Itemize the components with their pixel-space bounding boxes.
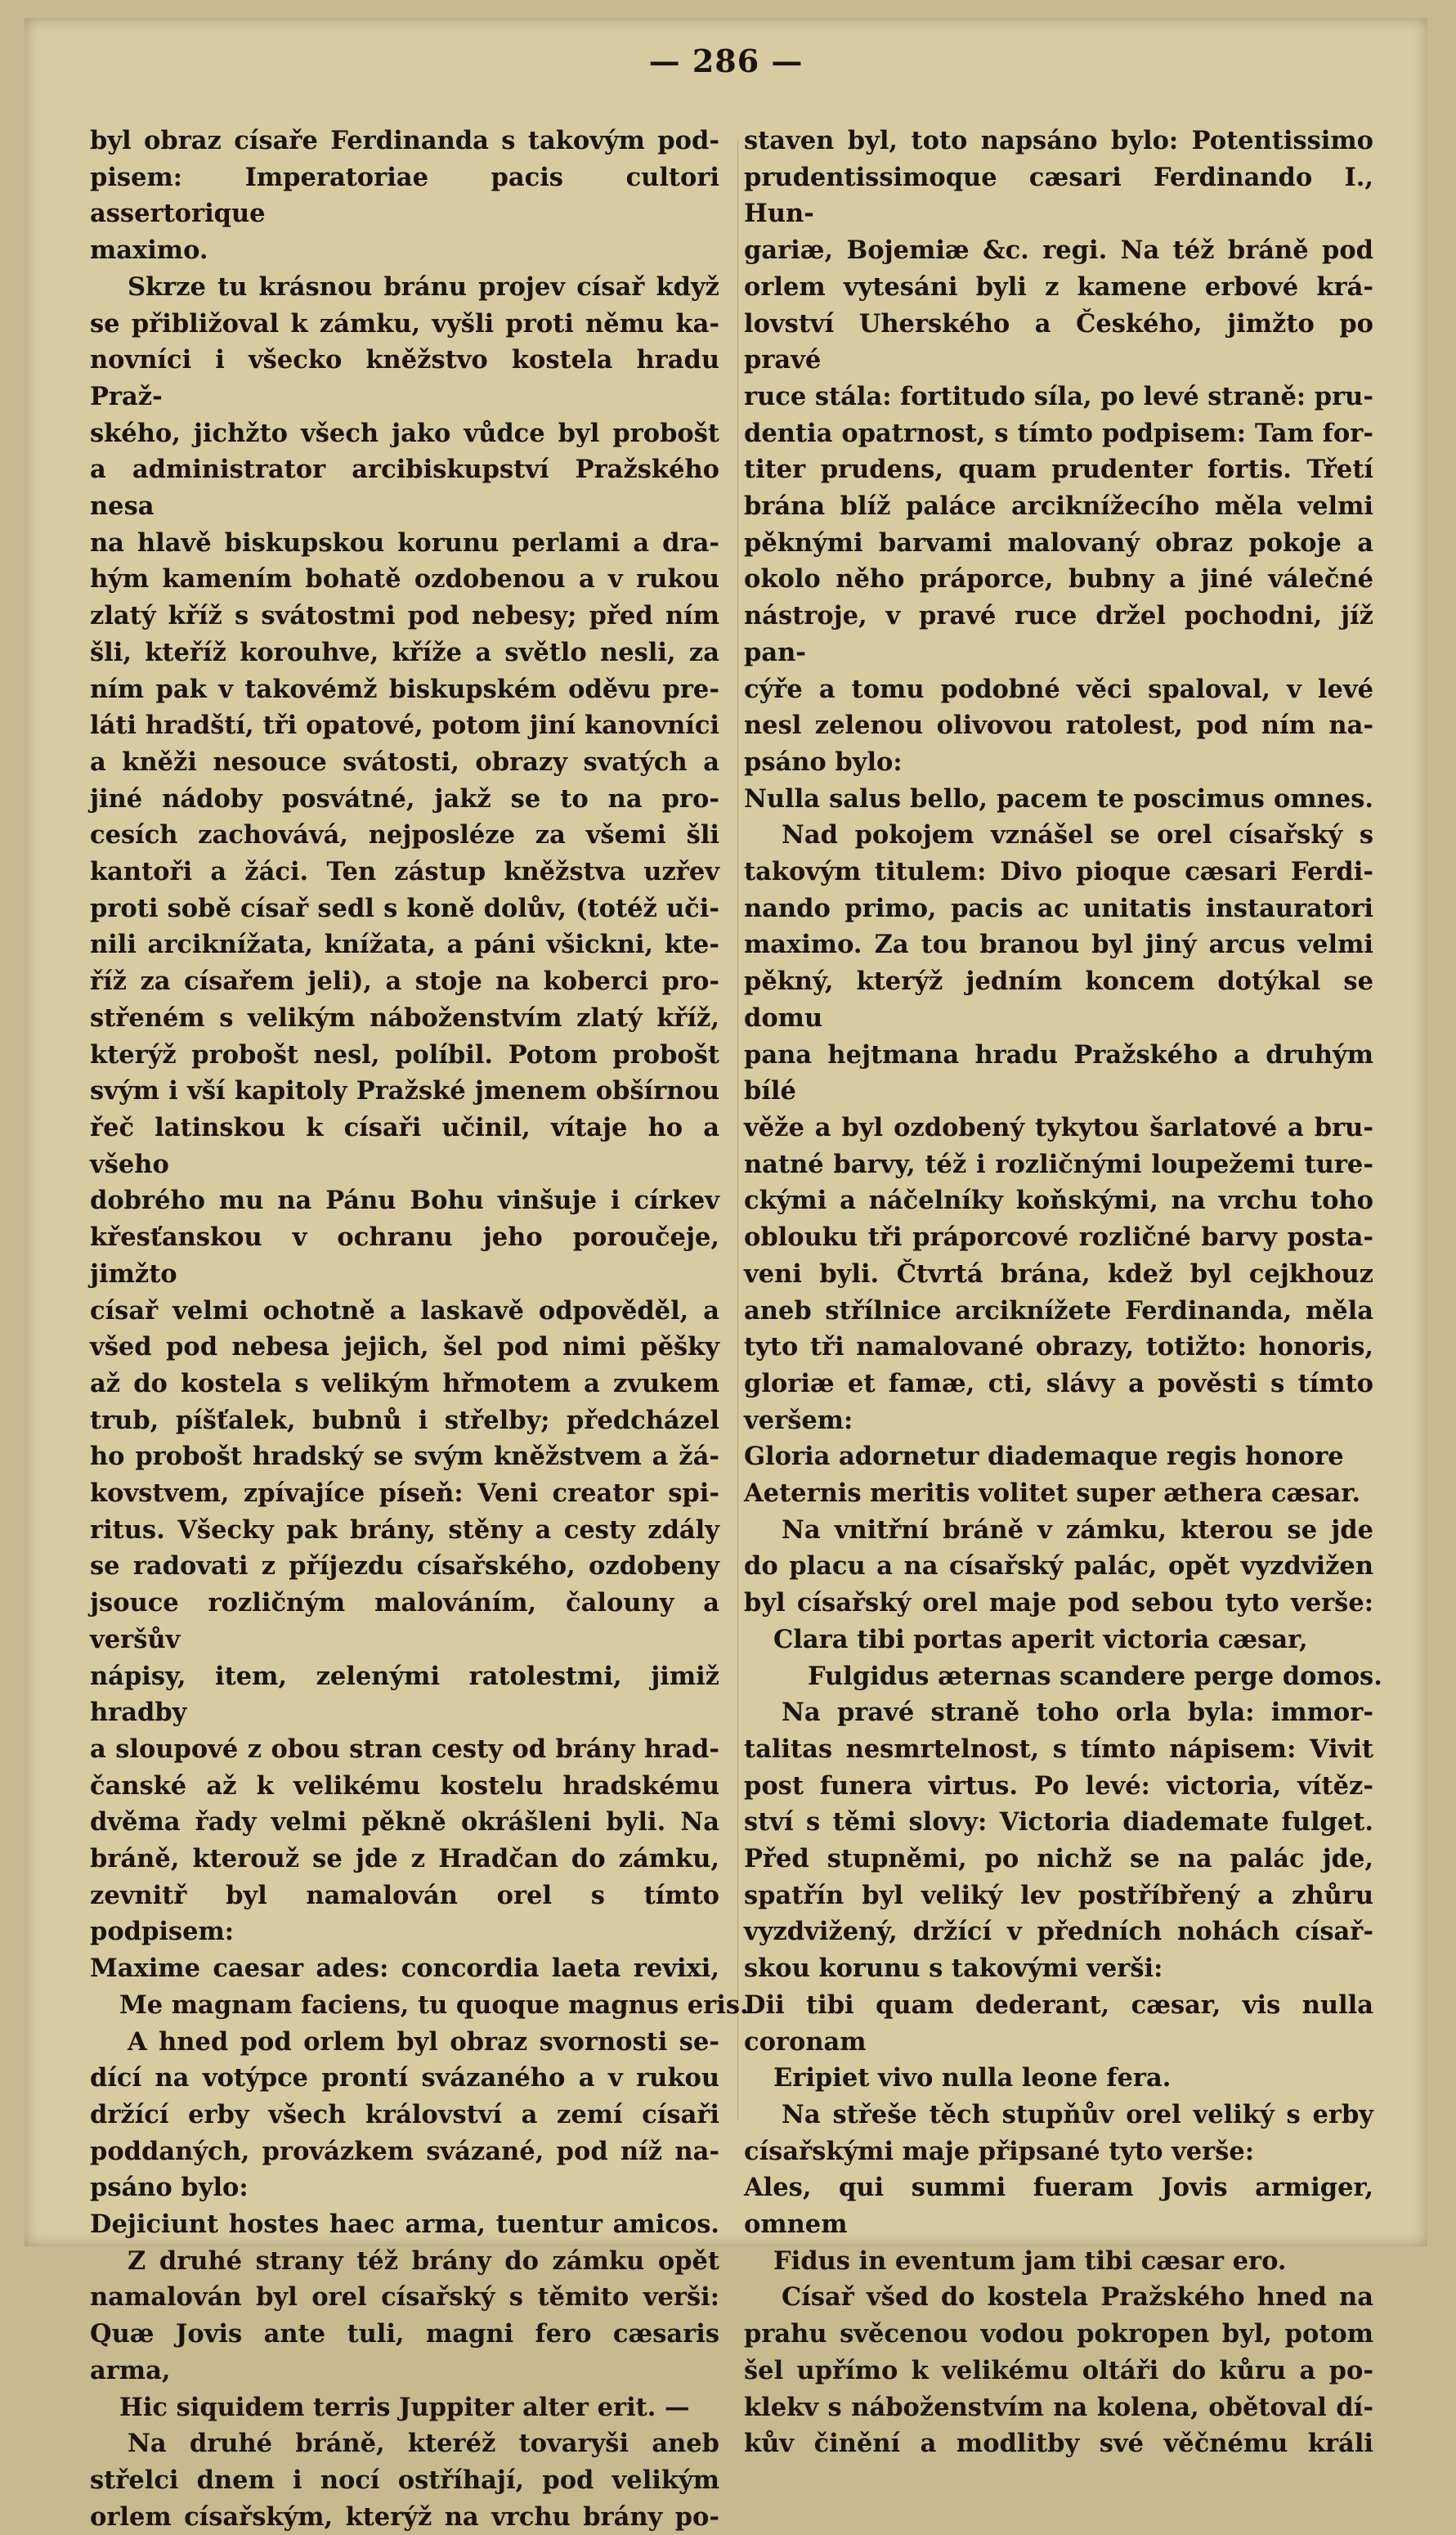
- text-line: dvěma řady velmi pěkně okrášleni byli. Na: [90, 1807, 719, 1837]
- text-line: veni byli. Čtvrtá brána, kdež byl cejkhouz: [744, 1259, 1373, 1289]
- text-line: věže a byl ozdobený tykytou šarlatové a bru-: [744, 1112, 1373, 1142]
- text-line: Nad pokojem vznášel se orel císařský s: [782, 820, 1373, 850]
- text-line: kův činění a modlitby své věčnému králi: [744, 2429, 1373, 2459]
- text-line: A hned pod orlem byl obraz svornosti se-: [128, 2026, 719, 2057]
- text-line: psáno bylo:: [90, 2173, 249, 2203]
- text-line: až do kostela s velikým hřmotem a zvukem: [90, 1368, 719, 1398]
- page-number: — 286 —: [648, 43, 804, 79]
- text-line: ním pak v takovémž biskupském oděvu pre-: [90, 674, 719, 704]
- text-line: kantoři a žáci. Ten zástup kněžstva uzřev: [90, 857, 719, 887]
- text-line: Quæ Jovis ante tuli, magni fero cæsaris arma,: [90, 2319, 719, 2385]
- text-line: Fulgidus æternas scandere perge domos.: [808, 1661, 1382, 1691]
- text-line: brána blíž paláce arciknížecího měla velmi: [744, 491, 1373, 522]
- text-line: pěkný, kterýž jedním koncem dotýkal se domu: [744, 967, 1373, 1033]
- text-line: orlem císařským, kterýž na vrchu brány po-: [90, 2501, 719, 2532]
- text-line: láti hradští, tři opatové, potom jiní kanovníci: [90, 711, 719, 741]
- text-line: byl obraz císaře Ferdinanda s takovým pod-: [90, 126, 719, 155]
- text-line: ritus. Všecky pak brány, stěny a cesty zdály: [90, 1514, 719, 1545]
- text-line: gloriæ et famæ, cti, slávy a pověsti s tímto: [744, 1368, 1373, 1398]
- text-line: Na vnitřní bráně v zámku, kterou se jde: [782, 1514, 1373, 1545]
- text-line: cýře a tomu podobné věci spaloval, v levé: [744, 674, 1373, 704]
- text-line: Aeternis meritis volitet super æthera cæsar.: [744, 1478, 1361, 1509]
- text-line: Ales, qui summi fueram Jovis armiger, omnem: [744, 2173, 1373, 2240]
- text-line: tyto tři namalované obrazy, totižto: honoris,: [744, 1332, 1373, 1362]
- text-line: Eripiet vivo nulla leone fera.: [773, 2063, 1172, 2093]
- text-line: šli, kteříž korouhve, kříže a světlo nesli, za: [90, 637, 719, 667]
- text-line: Z druhé strany též brány do zámku opět: [128, 2246, 719, 2276]
- book-page: [25, 18, 1427, 2532]
- text-line: nápisy, item, zelenými ratolestmi, jimiž hradby: [90, 1661, 719, 1728]
- text-line: Nulla salus bello, pacem te poscimus omnes.: [744, 783, 1373, 814]
- text-line: cesích zachovává, nejposléze za všemi šli: [90, 820, 719, 850]
- text-line: Před stupněmi, po nichž se na palác jde,: [744, 1844, 1373, 1874]
- text-line: šel upřímo k velikému oltáři do kůru a po-: [744, 2355, 1373, 2385]
- text-line: maximo. Za tou branou byl jiný arcus velmi: [744, 930, 1373, 960]
- text-line: Na pravé straně toho orla byla: immor-: [782, 1698, 1373, 1728]
- text-line: Me magnam faciens, tu quoque magnus eris.: [119, 1990, 749, 2020]
- text-line: se radovati z příjezdu císařského, ozdobeny: [90, 1551, 719, 1582]
- text-line: jsouce rozličným malováním, čalouny a veršův: [90, 1588, 719, 1654]
- text-line: všed pod nebesa jejich, šel pod nimi pěšky: [90, 1332, 719, 1362]
- text-line: prudentissimoque cæsari Ferdinando I., Hun-: [744, 162, 1373, 229]
- text-line: hým kamením bohatě ozdobenou a v rukou: [90, 564, 719, 594]
- text-line: dentia opatrnost, s tímto podpisem: Tam for-: [744, 418, 1373, 448]
- text-line: pisem: Imperatoriae pacis cultori assertorique: [90, 162, 719, 229]
- text-line: ského, jichžto všech jako vůdce byl probošt: [90, 418, 719, 448]
- text-line: natné barvy, též i rozličnými loupežemi ture-: [744, 1149, 1373, 1179]
- text-line: nando primo, pacis ac unitatis instauratori: [744, 893, 1373, 923]
- text-line: oblouku tři práporcové rozličné barvy posta-: [744, 1223, 1373, 1253]
- text-line: proti sobě císař sedl s koně dolův, (totéž uči-: [90, 893, 719, 923]
- text-line: namalován byl orel císařský s těmito verši:: [90, 2282, 719, 2313]
- text-line: takovým titulem: Divo pioque cæsari Ferdi-: [744, 857, 1373, 887]
- text-line: střelci dnem i nocí ostříhají, pod velikým: [90, 2465, 719, 2495]
- text-line: Maxime caesar ades: concordia laeta revixi,: [90, 1954, 719, 1984]
- text-line: Hic siquidem terris Juppiter alter erit. —: [119, 2392, 690, 2422]
- text-line: řeč latinskou k císaři učinil, vítaje ho a všeho: [90, 1112, 719, 1179]
- text-line: dobrého mu na Pánu Bohu vinšuje i církev: [90, 1186, 719, 1216]
- text-line: gariæ, Bojemiæ &c. regi. Na též bráně pod: [744, 236, 1373, 266]
- text-line: klekv s náboženstvím na kolena, obětoval dí-: [744, 2392, 1373, 2422]
- text-line: nili arciknížata, knížata, a páni všickni, kte-: [90, 930, 719, 960]
- text-line: Dejiciunt hostes haec arma, tuentur amicos.: [90, 2210, 719, 2240]
- text-line: veršem:: [744, 1405, 853, 1435]
- text-line: vyzdvižený, držící v předních nohách císař-: [744, 1917, 1373, 1947]
- text-line: orlem vytesáni byli z kamene erbové krá-: [744, 271, 1373, 302]
- text-line: zlatý kříž s svátostmi pod nebesy; před ním: [90, 601, 719, 631]
- text-line: nástroje, v pravé ruce držel pochodni, jíž pan-: [744, 601, 1373, 667]
- text-line: bráně, kterouž se jde z Hradčan do zámku,: [90, 1844, 719, 1874]
- text-line: křesťanskou v ochranu jeho poroučeje, jimžto: [90, 1223, 719, 1289]
- text-line: talitas nesmrtelnost, s tímto nápisem: Vivit: [744, 1734, 1373, 1764]
- text-line: aneb střílnice arciknížete Ferdinanda, měla: [744, 1295, 1373, 1326]
- text-line: ruce stála: fortitudo síla, po levé straně: pru-: [744, 381, 1373, 411]
- text-line: ství s těmi slovy: Victoria diademate fulget.: [744, 1807, 1373, 1837]
- text-line: psáno bylo:: [744, 747, 903, 777]
- text-line: a administrator arcibiskupství Pražského nesa: [90, 455, 719, 522]
- text-line: ckými a náčelníky koňskými, na vrchu toho: [744, 1186, 1373, 1216]
- text-line: císařskými maje připsané tyto verše:: [744, 2136, 1255, 2166]
- text-line: okolo něho práporce, bubny a jiné válečné: [744, 564, 1373, 594]
- text-line: Císař všed do kostela Pražského hned na: [782, 2282, 1373, 2313]
- text-line: se přibližoval k zámku, vyšli proti němu ka-: [90, 308, 719, 339]
- text-line: dící na votýpce prontí svázaného a v rukou: [90, 2063, 719, 2093]
- text-line: kterýž probošt nesl, políbil. Potom probošt: [90, 1039, 719, 1070]
- text-line: císař velmi ochotně a laskavě odpověděl, a: [90, 1295, 719, 1326]
- text-line: a kněži nesouce svátosti, obrazy svatých a: [90, 747, 719, 777]
- text-line: zevnitř byl namalován orel s tímto podpisem:: [90, 1880, 719, 1947]
- text-line: lovství Uherského a Českého, jimžto po pravé: [744, 308, 1373, 375]
- text-line: do placu a na císařský palác, opět vyzdvižen: [744, 1551, 1373, 1582]
- text-line: maximo.: [90, 236, 208, 266]
- left-column: [90, 123, 749, 2535]
- text-line: říž za císařem jeli), a stoje na koberci pro-: [90, 967, 719, 997]
- text-line: post funera virtus. Po levé: victoria, vítěz-: [744, 1770, 1373, 1801]
- right-column: [744, 123, 1382, 2462]
- text-line: Na druhé bráně, kteréž tovaryši aneb: [128, 2429, 719, 2459]
- text-line: svým i vší kapitoly Pražské jmenem obšírnou: [90, 1076, 719, 1106]
- text-line: držící erby všech království a zemí císaři: [90, 2099, 719, 2129]
- text-line: pana hejtmana hradu Pražského a druhým bílé: [744, 1039, 1373, 1106]
- text-line: a sloupové z obou stran cesty od brány hrad-: [90, 1734, 719, 1764]
- text-line: prahu svěcenou vodou pokropen byl, potom: [744, 2319, 1373, 2349]
- text-line: Clara tibi portas aperit victoria cæsar,: [773, 1624, 1308, 1654]
- text-line: Skrze tu krásnou bránu projev císař když: [128, 271, 719, 302]
- text-line: pěknými barvami malovaný obraz pokoje a: [744, 527, 1373, 558]
- text-line: poddaných, provázkem svázané, pod níž na-: [90, 2136, 719, 2166]
- text-line: střeném s velikým náboženstvím zlatý kříž,: [90, 1003, 719, 1033]
- text-line: byl císařský orel maje pod sebou tyto verše:: [744, 1588, 1373, 1618]
- text-line: trub, píšťalek, bubnů i střelby; předcházel: [90, 1405, 719, 1435]
- text-line: na hlavě biskupskou korunu perlami a dra-: [90, 527, 719, 558]
- text-line: nesl zelenou olivovou ratolest, pod ním na-: [744, 711, 1373, 741]
- text-line: Na střeše těch stupňův orel veliký s erby: [782, 2099, 1373, 2129]
- text-line: titer prudens, quam prudenter fortis. Třetí: [744, 455, 1373, 485]
- column-divider: [737, 141, 738, 2120]
- text-line: ho probošt hradský se svým kněžstvem a žá-: [90, 1442, 719, 1472]
- text-line: čanské až k velikému kostelu hradskému: [90, 1770, 719, 1801]
- text-line: novníci i všecko kněžstvo kostela hradu Praž-: [90, 345, 719, 411]
- text-line: spatřín byl veliký lev postříbřený a zhůru: [744, 1880, 1373, 1910]
- text-line: Fidus in eventum jam tibi cæsar ero.: [773, 2246, 1287, 2276]
- text-line: Gloria adornetur diademaque regis honore: [744, 1442, 1344, 1472]
- text-line: staven byl, toto napsáno bylo: Potentissimo: [744, 126, 1373, 155]
- text-line: Dii tibi quam dederant, cæsar, vis nulla coronam: [744, 1990, 1373, 2057]
- text-line: jiné nádoby posvátné, jakž se to na pro-: [90, 783, 719, 814]
- text-line: kovstvem, zpívajíce píseň: Veni creator spi-: [90, 1478, 719, 1509]
- text-line: skou korunu s takovými verši:: [744, 1954, 1163, 1984]
